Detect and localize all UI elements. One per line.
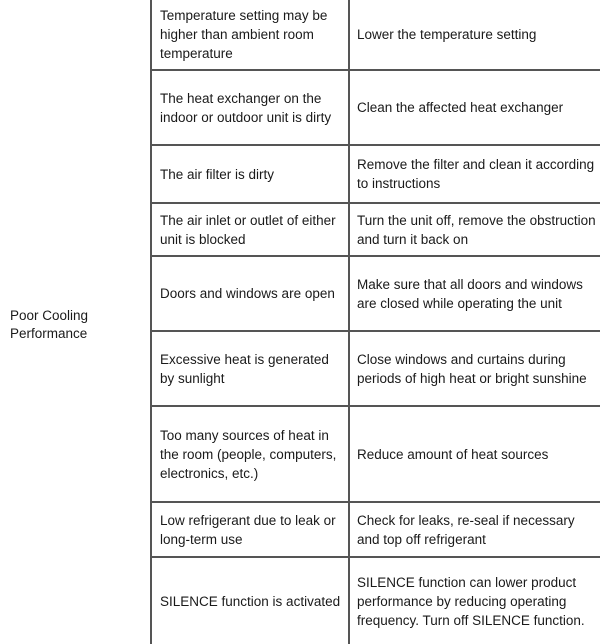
problem-label	[10, 307, 88, 343]
cause-cell: Doors and windows are open	[152, 257, 350, 330]
table-row	[152, 332, 600, 407]
solution-cell: Clean the affected heat exchanger	[357, 100, 564, 115]
table-row	[152, 503, 600, 558]
solution-cell: Make sure that all doors and windows are closed while operating the unit	[357, 276, 583, 311]
troubleshooting-table	[150, 0, 600, 644]
solution-cell: Lower the temperature setting	[357, 27, 537, 42]
table-row	[152, 71, 600, 146]
cause-cell: SILENCE function is activated	[152, 558, 350, 644]
solution-cell: Reduce amount of heat sources	[357, 446, 549, 462]
problem-label-line-2: Performance	[10, 326, 88, 341]
cause-cell: Temperature setting may be higher than ambient room temperature	[152, 0, 350, 69]
cause-cell: The air inlet or outlet of either unit is blocked	[152, 204, 350, 255]
solution-cell: Close windows and curtains during periods of high heat or bright sunshine	[357, 351, 587, 386]
cause-cell: Too many sources of heat in the room (people, computers, electronics, etc.)	[152, 407, 350, 501]
table-row	[152, 204, 600, 257]
cause-cell: Excessive heat is generated by sunlight	[152, 332, 350, 405]
table-row	[152, 146, 600, 204]
table-row	[152, 407, 600, 503]
cause-cell: The air filter is dirty	[152, 146, 350, 202]
solution-cell: Remove the filter and clean it according to instructions	[357, 157, 595, 191]
cause-cell: The heat exchanger on the indoor or outdoor unit is dirty	[152, 71, 350, 144]
solution-cell: Check for leaks, re-seal if necessary and top off refrigerant	[357, 512, 575, 547]
problem-label-line-1: Poor Cooling	[10, 308, 89, 323]
solution-cell: Turn the unit off, remove the obstruction and turn it back on	[357, 212, 596, 247]
table-row	[152, 257, 600, 332]
solution-cell: SILENCE function can lower product performance by reducing operating frequency. Turn off SILENCE function.	[357, 574, 585, 628]
cause-cell: Low refrigerant due to leak or long-term use	[152, 503, 350, 556]
table-row	[152, 0, 600, 71]
table-row	[152, 558, 600, 644]
